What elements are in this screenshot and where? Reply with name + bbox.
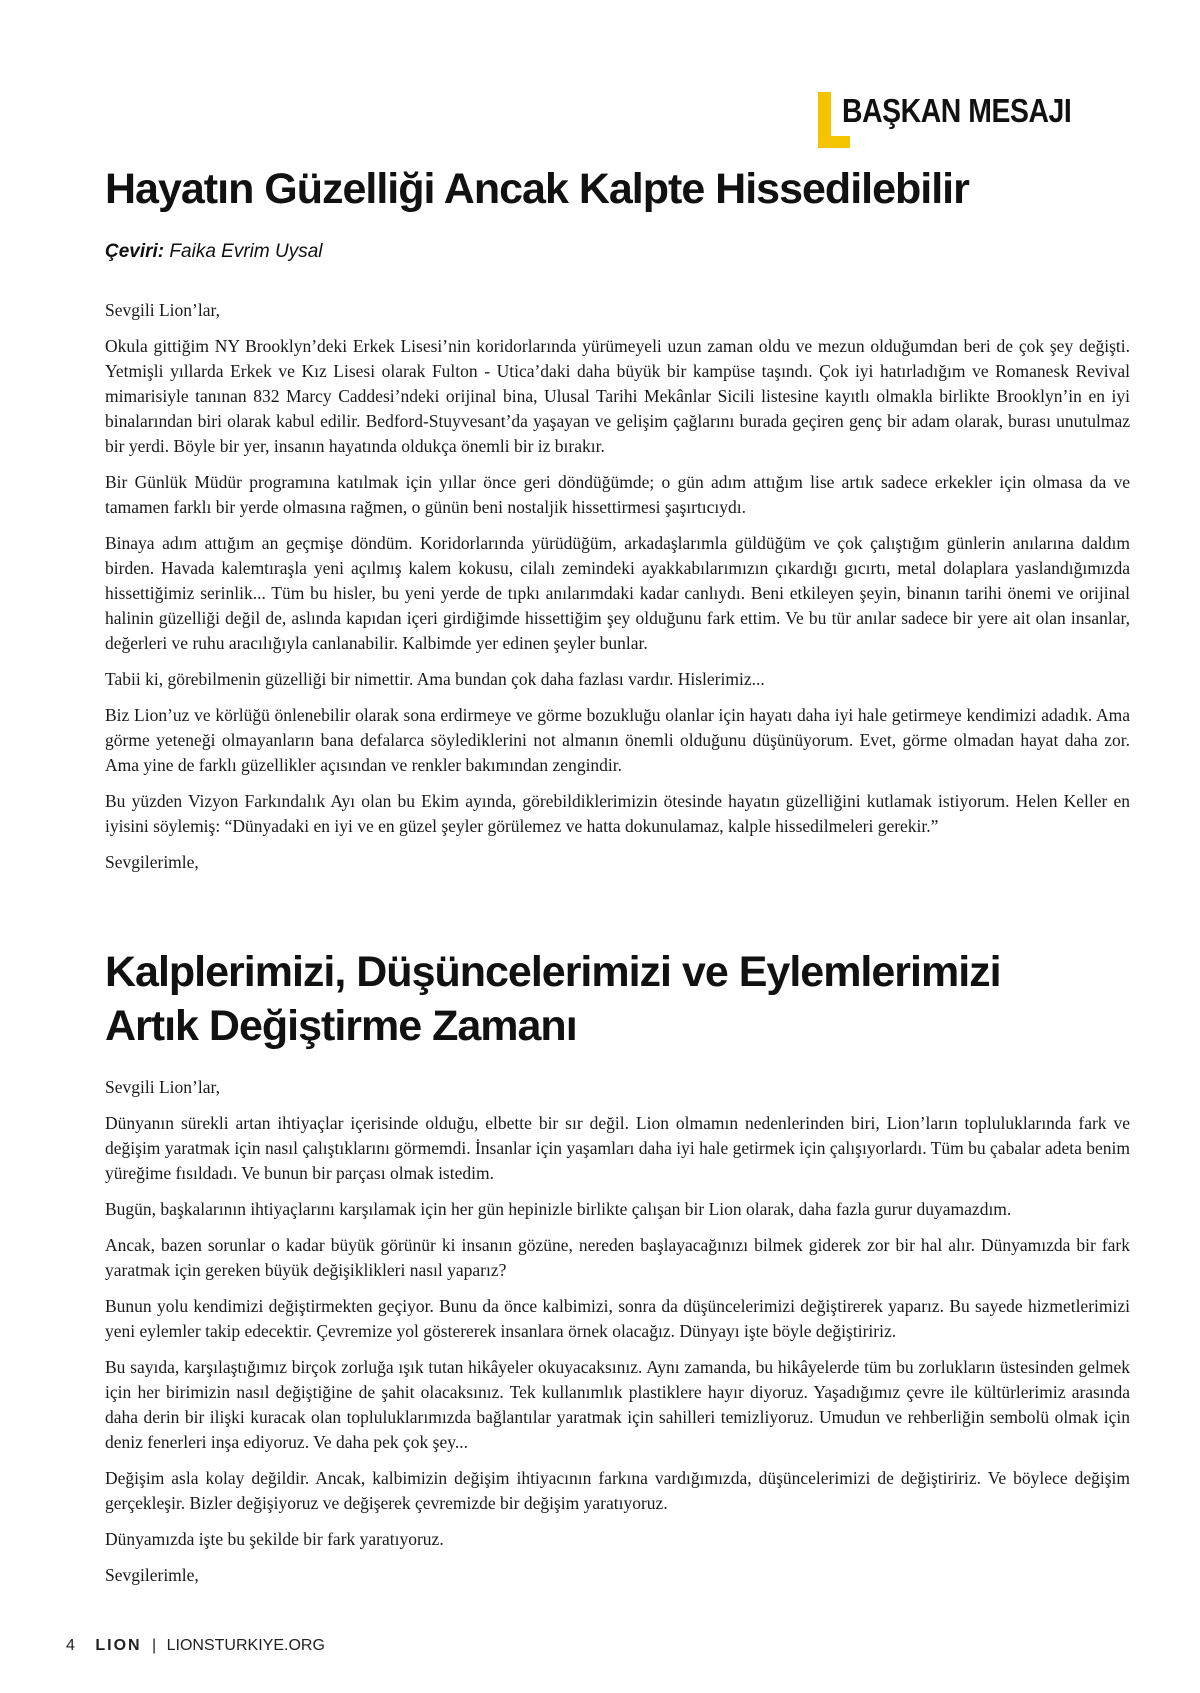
footer-website: LIONSTURKIYE.ORG: [166, 1637, 325, 1654]
translator-credit: [105, 241, 323, 263]
article1-body: [105, 298, 1130, 886]
article1-paragraph: Okula gittiğim NY Brooklyn’deki Erkek Lisesi’nin koridorlarında yürümeyeli uzun zaman oldu ve mezun olduğumdan beri de çok şey değişti. Yetmişli yıllarda Erkek ve Kız Lisesi olarak Fulton - Utica’daki daha büyük bir kampüse taşındı. Çok iyi hatırladığım ve Romanesk Revival mimarisiyle tanınan 832 Marcy Caddesi’ndeki orijinal bina, Ulusal Tarihi Mekânlar Sicili listesine kayıtlı olmakla birlikte Brooklyn’in en iyi binalarından biri olarak kabul edilir. Bedford-Stuyvesant’da yaşayan ve gelişim çağlarını burada geçiren genç bir adam olarak, burası unutulmaz bir yerdi. Böyle bir yer, insanın hayatında oldukça önemli bir iz bırakır.: [105, 336, 1130, 456]
article1-paragraph: Sevgilerimle,: [105, 852, 199, 872]
article2-paragraph: Dünyanın sürekli artan ihtiyaçlar içerisinde olduğu, elbette bir sır değil. Lion olmamın nedenlerinden biri, Lion’ların topluluklarında fark ve değişim yaratmak için nasıl çalıştıklarını görmemdi. İnsanlar için yaşamları daha iyi hale getirmek için çalışıyorlardı. Tüm bu çabalar adeta benim yüreğime fısıldadı. Ve bunun bir parçası olmak istedim.: [105, 1113, 1130, 1183]
article2-body: [105, 1075, 1130, 1599]
article2-title-line2: Artık Değiştirme Zamanı: [105, 1002, 577, 1050]
article1-paragraph: Sevgili Lion’lar,: [105, 300, 220, 320]
page-footer: [66, 1637, 325, 1655]
article2-paragraph: Dünyamızda işte bu şekilde bir fark yaratıyoruz.: [105, 1529, 444, 1549]
section-marker-foot: [818, 136, 850, 148]
article1-paragraph: Biz Lion’uz ve körlüğü önlenebilir olarak sona erdirmeye ve görme bozukluğu olanlar için hayatı daha iyi hale getirmeye kendimizi adadık. Ama görme yeteneği olmayanların bana defalarca söylediklerini not almanın önemli olduğunu düşünüyorum. Evet, görme olmadan hayat daha zor. Ama yine de farklı güzellikler açısından ve renkler bakımından zengindir.: [105, 705, 1130, 775]
article2-paragraph: Değişim asla kolay değildir. Ancak, kalbimizin değişim ihtiyacının farkına vardığımızda, düşüncelerimizi de değiştiririz. Ve böylece değişim gerçekleşir. Bizler değişiyoruz ve değişerek çevremizde bir değişim yaratıyoruz.: [105, 1468, 1130, 1513]
article2-paragraph: Ancak, bazen sorunlar o kadar büyük görünür ki insanın gözüne, nereden başlayacağınızı bilmek giderek zor bir hal alır. Dünyamızda bir fark yaratmak için gereken büyük değişiklikleri nasıl yaparız?: [105, 1235, 1130, 1280]
article2-paragraph: Bunun yolu kendimizi değiştirmekten geçiyor. Bunu da önce kalbimizi, sonra da düşüncelerimizi değiştirerek yaparız. Bu sayede hizmetlerimizi yeni eylemler takip edecektir. Çevremize yol göstererek insanlara örnek olacağız. Dünyayı işte böyle değiştiririz.: [105, 1296, 1130, 1341]
article2-paragraph: Bugün, başkalarının ihtiyaçlarını karşılamak için her gün hepinizle birlikte çalışan bir Lion olarak, daha fazla gurur duyamazdım.: [105, 1199, 1012, 1219]
section-label-text: BAŞKAN MESAJI: [842, 92, 1072, 129]
article2-paragraph: Sevgilerimle,: [105, 1565, 199, 1585]
article1-title: Hayatın Güzelliği Ancak Kalpte Hissedilebilir: [105, 165, 969, 213]
article1-paragraph: Tabii ki, görebilmenin güzelliği bir nimettir. Ama bundan çok daha fazlası vardır. Hislerimiz...: [105, 669, 765, 689]
footer-separator: |: [152, 1637, 157, 1654]
article1-paragraph: Binaya adım attığım an geçmişe döndüm. Koridorlarında yürüdüğüm, arkadaşlarımla güldüğüm ve çok çalıştığım günlerin anılarına daldım birden. Havada kalemtıraşla yeni açılmış kalem kokusu, cilalı zemindeki ayakkabılarımızın çıkardığı gıcırtı, metal dolaplara yaslandığımızda hissettiğimiz serinlik... Tüm bu hisler, bu yeni yerde de tıpkı anılarımdaki kadar canlıydı. Beni etkileyen şeyin, binanın tarihi önemi ve orijinal halinin güzelliği değil de, aslında kapıdan içeri girdiğimde hissettiğim şey olduğunu fark ettim. Ve bu tür anılar sadece bir yere ait olan insanlar, değerleri ve ruhu aracılığıyla canlanabilir. Kalbimde yer edinen şeyler bunlar.: [105, 533, 1130, 653]
magazine-brand: LION: [95, 1637, 142, 1654]
article1-paragraph: Bu yüzden Vizyon Farkındalık Ayı olan bu Ekim ayında, görebildiklerimizin ötesinde hayatın güzelliğini kutlamak istiyorum. Helen Keller en iyisini söylemiş: “Dünyadaki en iyi ve en güzel şeyler görülemez ve hatta dokunulamaz, kalple hissedilmeleri gerekir.”: [105, 791, 1130, 836]
section-label: [818, 92, 1118, 152]
credit-name: Faika Evrim Uysal: [169, 241, 323, 262]
article2-title: [105, 945, 1001, 1053]
article2-title-line1: Kalplerimizi, Düşüncelerimizi ve Eylemlerimizi: [105, 948, 1001, 996]
article2-paragraph: Sevgili Lion’lar,: [105, 1077, 220, 1097]
article1-paragraph: Bir Günlük Müdür programına katılmak için yıllar önce geri döndüğümde; o gün adım attığım lise artık sadece erkekler için olmasa da ve tamamen farklı bir yerde olmasına rağmen, o günün beni nostaljik hissettirmesi şaşırtıcıydı.: [105, 472, 1130, 517]
credit-label: Çeviri:: [105, 241, 165, 262]
article2-paragraph: Bu sayıda, karşılaştığımız birçok zorluğa ışık tutan hikâyeler okuyacaksınız. Aynı zamanda, bu hikâyelerde tüm bu zorlukların üstesinden gelmek için her birimizin nasıl değiştiğine de şahit olacaksınız. Tek kullanımlık plastiklere hayır diyoruz. Yaşadığımız çevre ile kültürlerimiz arasında daha derin bir ilişki kuracak olan topluluklarımızda bağlantılar yaratmak için sahilleri temizliyoruz. Umudun ve rehberliğin sembolü olmak için deniz fenerleri inşa ediyoruz. Ve daha pek çok şey...: [105, 1357, 1130, 1452]
page-number: 4: [66, 1637, 75, 1654]
